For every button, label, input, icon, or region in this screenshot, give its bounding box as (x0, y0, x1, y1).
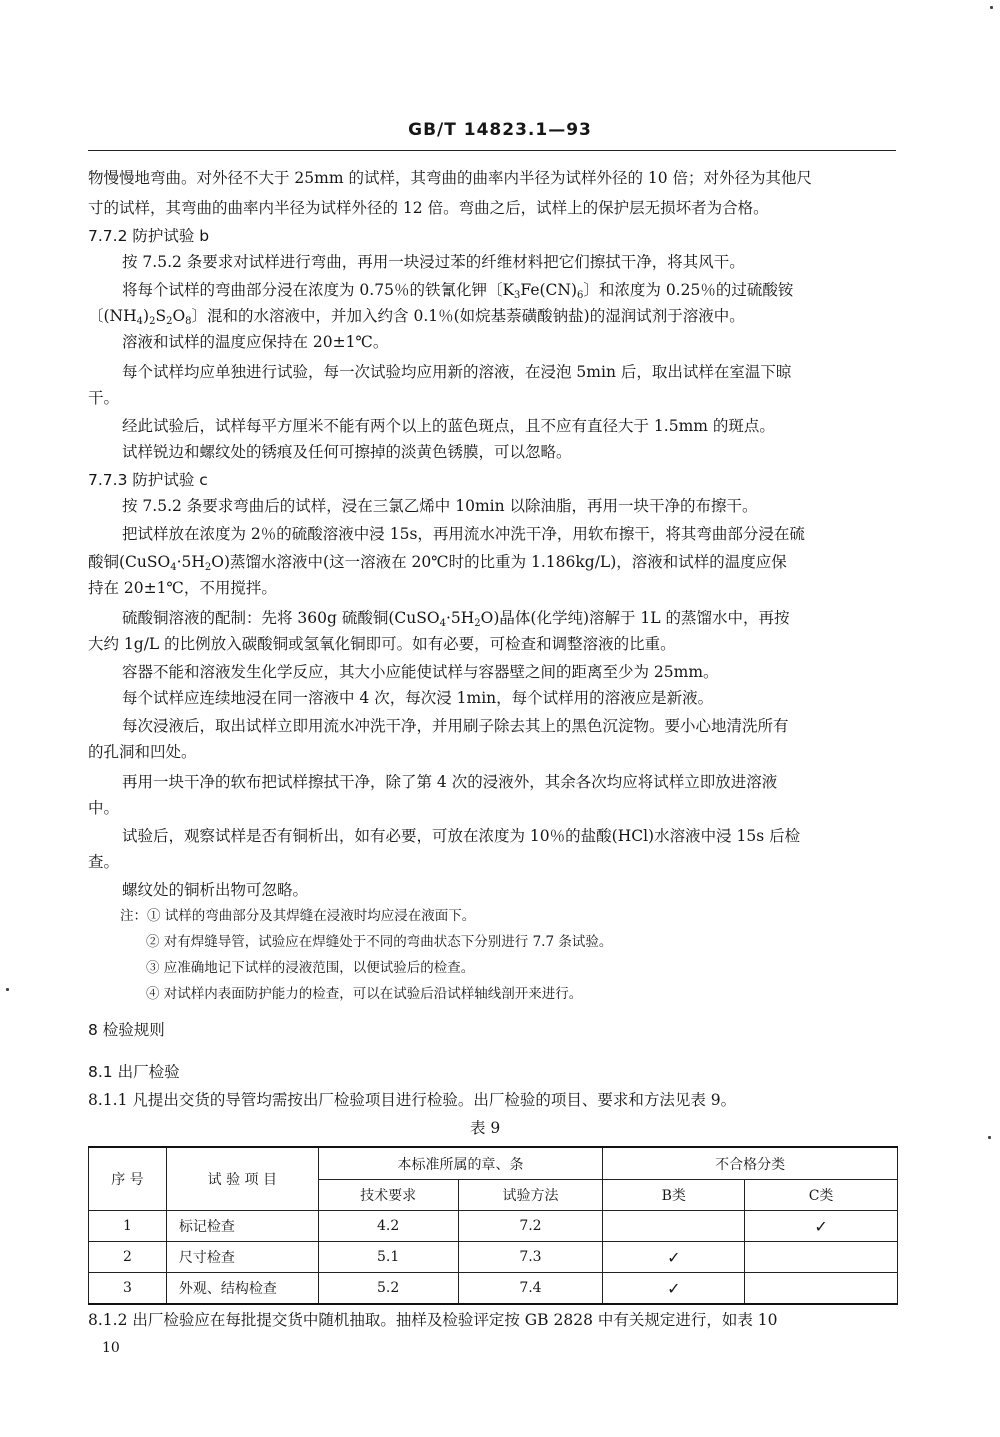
header-item: 试 验 项 目 (166, 1147, 318, 1211)
text-line: 溶液和试样的温度应保持在 20±1℃。 (122, 333, 389, 351)
text-line: 8.1.1 凡提出交货的导管均需按出厂检验项目进行检验。出厂检验的项目、要求和方法见表 9。 (88, 1091, 737, 1109)
header-tech-req: 技术要求 (318, 1180, 458, 1211)
header-rule (88, 150, 896, 151)
text-line: 干。 (88, 389, 120, 407)
cell-no: 1 (89, 1211, 167, 1242)
note-line: ③ 应准确地记下试样的浸液范围，以便试验后的检查。 (146, 960, 475, 976)
header-class-b: B类 (603, 1180, 745, 1211)
text-line: 螺纹处的铜析出物可忽略。 (122, 881, 309, 899)
text-line: 酸铜$(CuSO_4\cdot 5H_2O)$蒸馏水溶液中(这一溶液在 20℃时的比重为 1.186kg/L)，溶液和试样的温度应保 (88, 553, 787, 573)
header-test-method: 试验方法 (458, 1180, 603, 1211)
note-line: ② 对有焊缝导管，试验应在焊缝处于不同的弯曲状态下分别进行 7.7 条试验。 (146, 934, 613, 950)
table-row (89, 1211, 898, 1242)
header-standard-clause: 本标准所属的章、条 (318, 1147, 603, 1180)
check-mark-icon: ✓ (745, 1211, 898, 1242)
section-heading: 8 检验规则 (88, 1021, 165, 1039)
cell-method: 7.2 (458, 1211, 603, 1242)
text-line: 经此试验后，试样每平方厘米不能有两个以上的蓝色斑点，且不应有直径大于 1.5mm 的斑点。 (122, 417, 775, 435)
text-line: 的孔洞和凹处。 (88, 743, 197, 761)
page-number: 10 (102, 1340, 120, 1356)
text-line: 持在 20±1℃，不用搅拌。 (88, 579, 277, 597)
table-row (89, 1242, 898, 1273)
table-row (89, 1273, 898, 1305)
cell-class-c (745, 1273, 898, 1305)
text-line: 试样锐边和螺纹处的锈痕及任何可擦掉的淡黄色锈膜，可以忽略。 (122, 443, 572, 461)
text-line: 中。 (88, 799, 120, 817)
cell-class-b (603, 1211, 745, 1242)
note-line: ④ 对试样内表面防护能力的检查，可以在试验后沿试样轴线剖开来进行。 (146, 986, 583, 1002)
text-line: 每个试样应连续地浸在同一溶液中 4 次，每次浸 1min，每个试样用的溶液应是新液。 (122, 689, 714, 707)
text-line: 将每个试样的弯曲部分浸在浓度为 0.75％的铁氰化钾〔$K_3Fe(CN)_6$〕和浓度为 0.25％的过硫酸铵 (122, 281, 794, 301)
text-line: 物慢慢地弯曲。对外径不大于 25mm 的试样，其弯曲的曲率内半径为试样外径的 10 倍；对外径为其他尺 (88, 169, 813, 187)
text-line: 查。 (88, 853, 120, 871)
cell-tech: 4.2 (318, 1211, 458, 1242)
note-line: 注：① 试样的弯曲部分及其焊缝在浸液时均应浸在液面下。 (120, 908, 476, 924)
subsection-heading: 7.7.2 防护试验 b (88, 227, 210, 245)
text-line: 8.1.2 出厂检验应在每批提交货中随机抽取。抽样及检验评定按 GB 2828 中有关规定进行，如表 10 (88, 1311, 778, 1329)
text-line: 按 7.5.2 条要求弯曲后的试样，浸在三氯乙烯中 10min 以除油脂，再用一块干净的布擦干。 (122, 497, 758, 515)
text-line: 容器不能和溶液发生化学反应，其大小应能使试样与容器壁之间的距离至少为 25mm。 (122, 663, 719, 681)
cell-tech: 5.1 (318, 1242, 458, 1273)
check-mark-icon: ✓ (603, 1273, 745, 1305)
subsection-heading: 7.7.3 防护试验 c (88, 471, 208, 489)
scan-speck (990, 6, 993, 9)
text-line: 每个试样均应单独进行试验，每一次试验均应用新的溶液，在浸泡 5min 后，取出试样在室温下晾 (122, 363, 792, 381)
text-line: 硫酸铜溶液的配制：先将 360g 硫酸铜$(CuSO_4\cdot 5H_2O)$晶体(化学纯)溶解于 1L 的蒸馏水中，再按 (122, 609, 790, 629)
check-mark-icon: ✓ (603, 1242, 745, 1273)
cell-class-c (745, 1242, 898, 1273)
cell-item: 尺寸检查 (166, 1242, 318, 1273)
text-line: 寸的试样，其弯曲的曲率内半径为试样外径的 12 倍。弯曲之后，试样上的保护层无损坏者为合格。 (88, 199, 769, 217)
subsection-heading: 8.1 出厂检验 (88, 1063, 180, 1081)
cell-tech: 5.2 (318, 1273, 458, 1305)
scan-speck (6, 988, 9, 991)
text-line: 试验后，观察试样是否有铜析出，如有必要，可放在浓度为 10％的盐酸(HCl)水溶液中浸 15s 后检 (122, 827, 801, 845)
text-line: 每次浸液后，取出试样立即用流水冲洗干净，并用刷子除去其上的黑色沉淀物。要小心地清洗所有 (122, 717, 789, 735)
cell-no: 2 (89, 1242, 167, 1273)
cell-method: 7.4 (458, 1273, 603, 1305)
cell-item: 标记检查 (166, 1211, 318, 1242)
cell-no: 3 (89, 1273, 167, 1305)
header-nonconformity: 不合格分类 (603, 1147, 898, 1180)
text-line: 〔$(NH_4)_2S_2O_8$〕混和的水溶液中，并加入约含 0.1％(如烷基萘磺酸钠盐)的湿润试剂于溶液中。 (88, 307, 745, 327)
header-seq: 序 号 (89, 1147, 167, 1211)
cell-item: 外观、结构检查 (166, 1273, 318, 1305)
inspection-table (88, 1146, 898, 1305)
text-line: 大约 1g/L 的比例放入碳酸铜或氢氧化铜即可。如有必要，可检查和调整溶液的比重。 (88, 635, 676, 653)
text-line: 把试样放在浓度为 2％的硫酸溶液中浸 15s，再用流水冲洗干净，用软布擦干，将其弯曲部分浸在硫 (122, 525, 805, 543)
header-class-c: C类 (745, 1180, 898, 1211)
table-caption: 表 9 (470, 1119, 501, 1137)
scan-speck (988, 1136, 991, 1139)
text-line: 再用一块干净的软布把试样擦拭干净，除了第 4 次的浸液外，其余各次均应将试样立即放进溶液 (122, 773, 778, 791)
standard-code-header: GB/T 14823.1—93 (408, 120, 592, 140)
cell-method: 7.3 (458, 1242, 603, 1273)
text-line: 按 7.5.2 条要求对试样进行弯曲，再用一块浸过苯的纤维材料把它们擦拭干净，将其风干。 (122, 253, 745, 271)
